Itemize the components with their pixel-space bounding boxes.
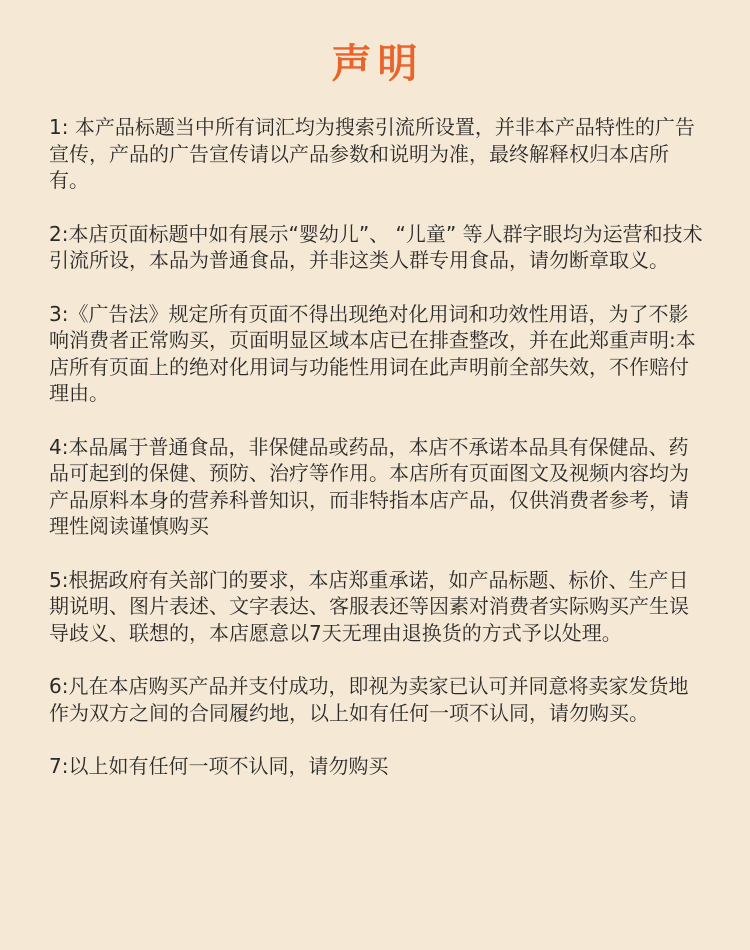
clause-4: 4:本品属于普通食品，非保健品或药品，本店不承诺本品具有保健品、药品可起到的保健、预防、治疗等作用。本店所有页面图文及视频内容均为产品原料本身的营养科普知识，而非特指本店产品，仅供消费者参考，请理性阅读谨慎购买 [49,434,689,538]
clause-1: 1: 本产品标题当中所有词汇均为搜索引流所设置，并非本产品特性的广告宣传，产品的广告宣传请以产品参数和说明为准，最终解释权归本店所有。 [49,115,695,192]
clause-6: 6:凡在本店购买产品并支付成功，即视为卖家已认可并同意将卖家发货地作为双方之间的合同履约地，以上如有任何一项不认同，请勿购买。 [49,674,689,725]
clause-7: 7:以上如有任何一项不认同，请勿购买 [49,754,389,778]
clause-5: 5:根据政府有关部门的要求，本店郑重承诺，如产品标题、标价、生产日期说明、图片表述、文字表达、客服表还等因素对消费者实际购买产生误导歧义、联想的，本店愿意以7天无理由退换货的方式予以处理。 [49,567,689,645]
page-title: 声明 [331,41,424,87]
clause-2: 2:本店页面标题中如有展示“婴幼儿”、 “儿童” 等人群字眼均为运营和技术引流所设，本品为普通食品，并非这类人群专用食品，请勿断章取义。 [49,221,703,272]
clause-3: 3:《广告法》规定所有页面不得出现绝对化用词和功效性用语，为了不影响消费者正常购买，页面明显区域本店已在排查整改，并在此郑重声明:本店所有页面上的绝对化用词与功能性用词在此声明前全部失效，不作赔付理由。 [49,301,696,405]
disclaimer-clauses [49,114,706,780]
